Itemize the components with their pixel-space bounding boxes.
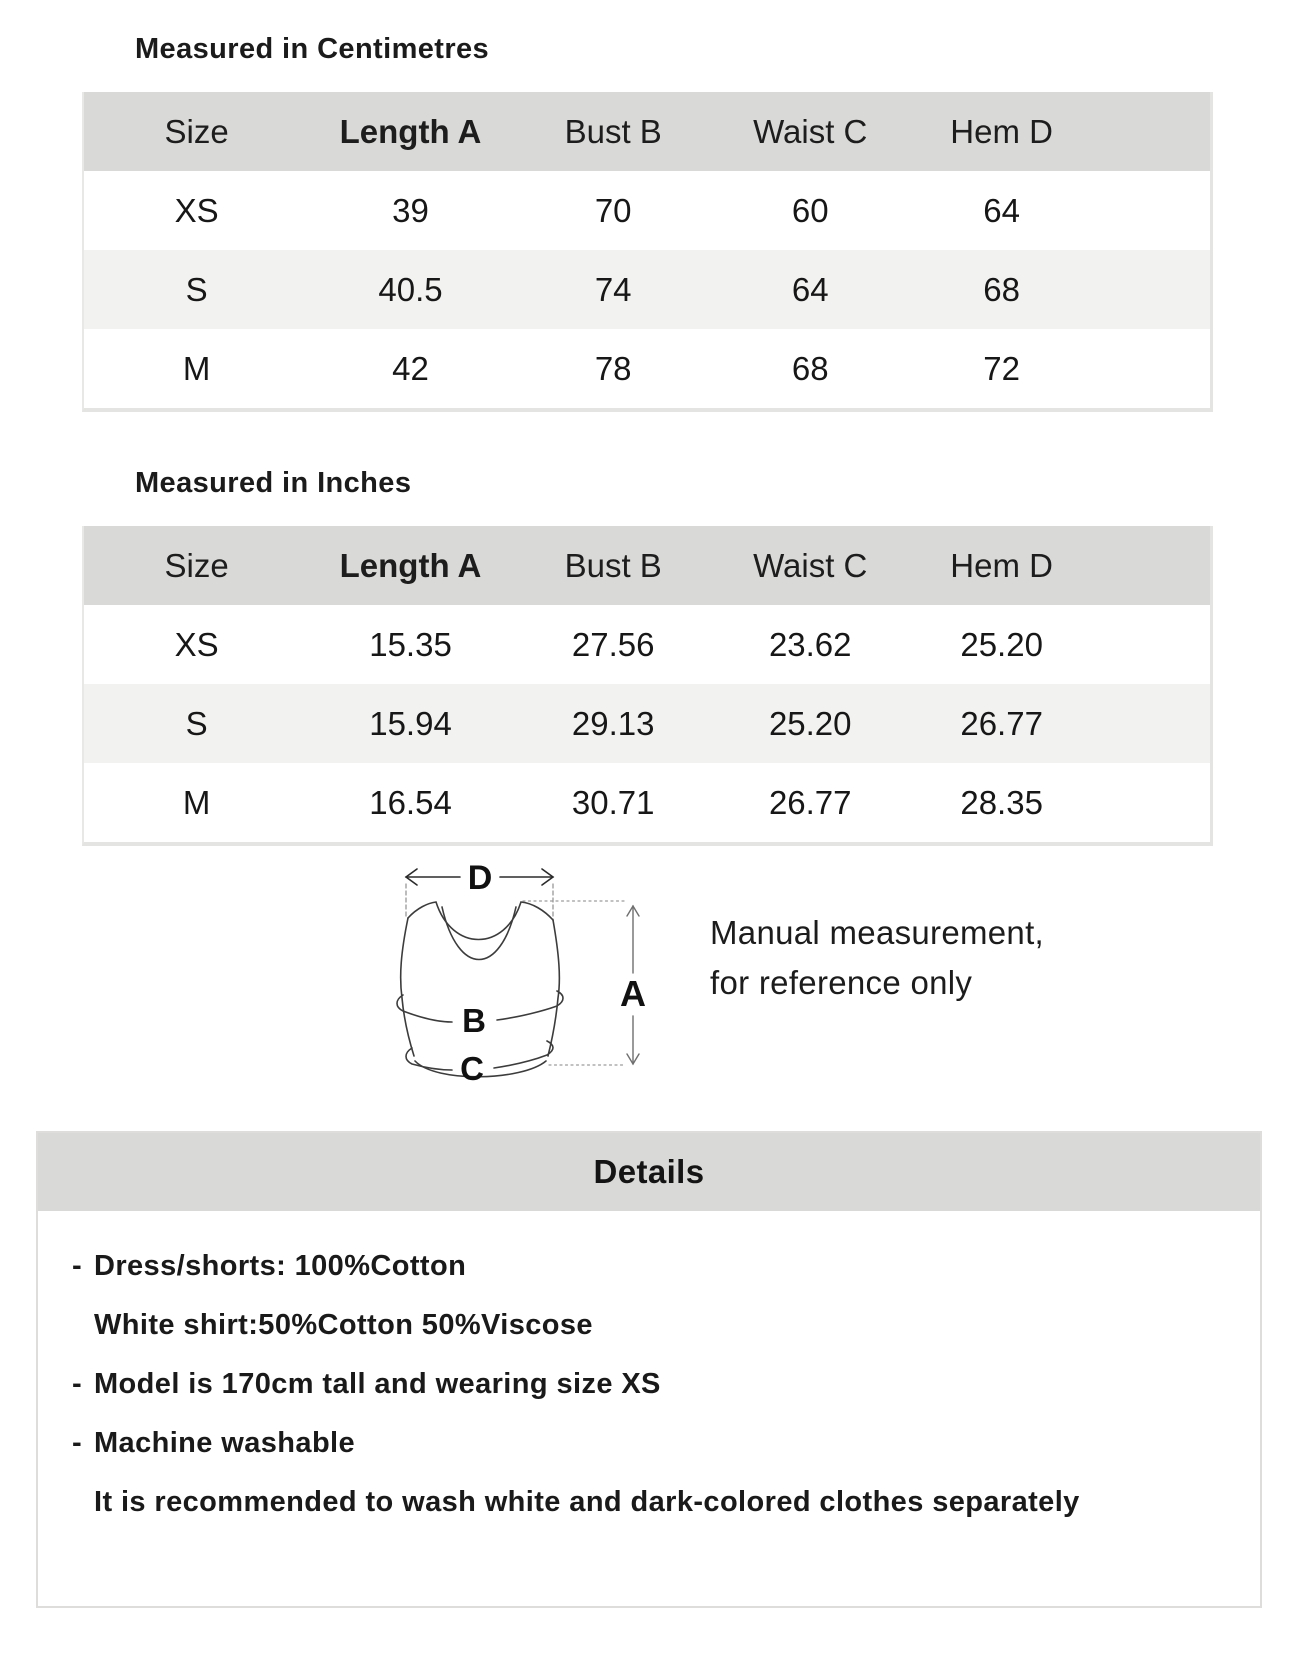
list-item	[72, 1296, 1240, 1355]
cell-hem: 25.20	[960, 625, 1043, 663]
table-row	[84, 250, 1210, 329]
inch-header-row	[84, 526, 1210, 605]
cell-length: 16.54	[369, 783, 452, 821]
bullet-dash: -	[72, 1250, 82, 1282]
label-c: C	[460, 1050, 484, 1087]
label-a: A	[620, 973, 646, 1014]
detail-text: Model is 170cm tall and wearing size XS	[94, 1368, 661, 1400]
details-box	[36, 1131, 1262, 1608]
cell-size: S	[185, 270, 208, 308]
cm-header-hem: Hem D	[950, 112, 1053, 150]
inch-header-hem: Hem D	[950, 546, 1053, 584]
list-item	[72, 1473, 1240, 1532]
table-row	[84, 605, 1210, 684]
cell-waist: 60	[791, 191, 829, 229]
cell-size: XS	[174, 625, 219, 663]
inch-header-waist: Waist C	[753, 546, 868, 584]
detail-text: Machine washable	[94, 1427, 356, 1459]
cell-waist: 68	[791, 349, 829, 387]
inch-header-bust: Bust B	[564, 546, 662, 584]
cell-hem: 72	[983, 349, 1020, 387]
list-item	[72, 1414, 1240, 1473]
cell-bust: 27.56	[571, 625, 655, 663]
table-row	[84, 684, 1210, 763]
table-row	[84, 329, 1210, 408]
cell-bust: 78	[594, 349, 632, 387]
dotted-guides	[523, 901, 626, 1065]
cell-length: 40.5	[378, 270, 443, 308]
cell-hem: 64	[983, 191, 1020, 229]
cm-header-length: Length A	[339, 112, 482, 150]
size-table-inches	[82, 526, 1213, 846]
cell-hem: 68	[983, 270, 1020, 308]
inch-table-title: Measured in Inches	[135, 467, 412, 499]
cell-bust: 70	[594, 191, 632, 229]
label-d: D	[467, 859, 493, 897]
cell-size: XS	[174, 191, 219, 229]
cell-hem: 28.35	[960, 783, 1043, 821]
measurement-note	[710, 908, 1044, 1008]
cell-length: 42	[392, 349, 429, 387]
list-item	[72, 1355, 1240, 1414]
table-row	[84, 171, 1210, 250]
label-b: B	[462, 1002, 486, 1039]
details-body	[38, 1211, 1260, 1606]
cell-length: 15.94	[369, 704, 452, 742]
cm-header-bust: Bust B	[564, 112, 662, 150]
cell-bust: 74	[594, 270, 632, 308]
cm-header-waist: Waist C	[753, 112, 868, 150]
measurement-note-line1: Manual measurement,	[710, 914, 1045, 951]
cell-hem: 26.77	[960, 704, 1043, 742]
cm-header-size: Size	[164, 112, 229, 150]
cell-size: M	[182, 783, 211, 821]
detail-text: It is recommended to wash white and dark-colored clothes separately	[94, 1486, 1080, 1518]
cell-length: 15.35	[369, 625, 452, 663]
detail-text: White shirt:50%Cotton 50%Viscose	[94, 1309, 593, 1341]
bullet-dash: -	[72, 1368, 82, 1400]
inch-header-length: Length A	[339, 546, 482, 584]
cell-bust: 29.13	[571, 704, 655, 742]
inch-header-size: Size	[164, 546, 229, 584]
measurement-note-line2: for reference only	[710, 964, 973, 1001]
list-item	[72, 1237, 1240, 1296]
cm-table-title: Measured in Centimetres	[135, 33, 490, 65]
cell-length: 39	[392, 191, 429, 229]
details-title: Details	[38, 1133, 1260, 1211]
measurement-diagram-section	[0, 855, 1300, 1090]
size-table-cm	[82, 92, 1213, 412]
cell-waist: 64	[791, 270, 829, 308]
bullet-dash: -	[72, 1427, 82, 1459]
detail-text: Dress/shorts: 100%Cotton	[94, 1250, 467, 1282]
cell-bust: 30.71	[571, 783, 655, 821]
cell-size: M	[182, 349, 211, 387]
table-row	[84, 763, 1210, 842]
cell-waist: 25.20	[768, 704, 852, 742]
cell-waist: 23.62	[768, 625, 852, 663]
cm-header-row	[84, 92, 1210, 171]
cell-size: S	[185, 704, 208, 742]
garment-diagram	[365, 855, 665, 1090]
cell-waist: 26.77	[768, 783, 852, 821]
